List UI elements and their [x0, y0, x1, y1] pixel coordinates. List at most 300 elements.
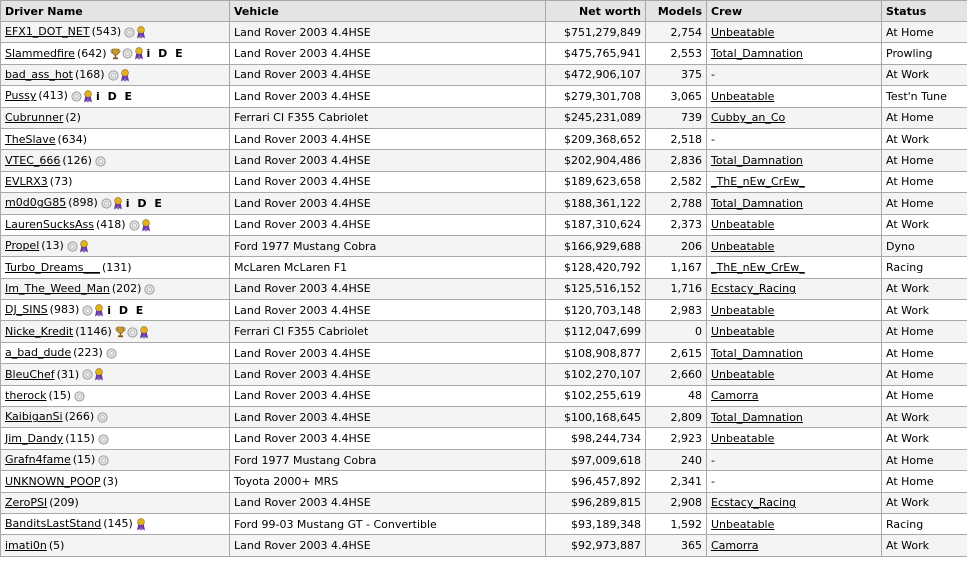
crew-link[interactable]: Unbeatable — [711, 25, 775, 39]
cell-models: 0 — [646, 321, 707, 342]
driver-level-count: (202) — [111, 282, 142, 296]
cell-crew — [707, 342, 882, 363]
driver-badges — [96, 411, 108, 424]
driver-badges — [97, 454, 109, 467]
col-header-status[interactable]: Status — [882, 1, 967, 22]
driver-name-link[interactable]: Im_The_Weed_Man — [5, 282, 110, 296]
ribbon-icon — [94, 368, 104, 381]
cell-models: 2,582 — [646, 171, 707, 192]
crew-link[interactable]: Cubby_an_Co — [711, 111, 786, 125]
cell-driver — [1, 321, 230, 342]
cell-vehicle: Land Rover 2003 4.4HSE — [230, 150, 546, 171]
cell-models: 2,754 — [646, 22, 707, 43]
driver-level-count: (543) — [91, 25, 122, 39]
crew-link[interactable]: Total_Damnation — [711, 154, 803, 168]
crew-link[interactable]: Ecstacy_Racing — [711, 282, 797, 296]
cell-crew — [707, 300, 882, 321]
cell-vehicle: Ferrari CI F355 Cabriolet — [230, 107, 546, 128]
crew-link[interactable]: Unbeatable — [711, 517, 775, 531]
cell-driver — [1, 257, 230, 278]
driver-name-link[interactable]: ZeroPSI — [5, 496, 48, 510]
cell-models: 375 — [646, 64, 707, 85]
cell-status: Racing — [882, 257, 967, 278]
crew-link[interactable]: Total_Damnation — [711, 346, 803, 360]
table-row — [1, 364, 967, 385]
table-row — [1, 321, 967, 342]
medal-icon — [97, 412, 108, 423]
cell-driver — [1, 193, 230, 214]
cell-net-worth: $187,310,624 — [546, 214, 646, 235]
driver-name-link[interactable]: a_bad_dude — [5, 346, 72, 360]
cell-models: 1,716 — [646, 278, 707, 299]
driver-level-count: (13) — [41, 239, 64, 253]
cell-vehicle: Land Rover 2003 4.4HSE — [230, 22, 546, 43]
driver-level-count: (413) — [38, 89, 68, 103]
ribbon-icon — [79, 240, 89, 253]
cell-driver — [1, 235, 230, 256]
cell-net-worth: $279,301,708 — [546, 86, 646, 107]
col-header-driver-name[interactable]: Driver Name — [1, 1, 230, 22]
driver-badges — [97, 432, 109, 445]
medal-icon — [144, 284, 155, 295]
cell-crew — [707, 278, 882, 299]
ribbon-icon — [136, 518, 146, 531]
driver-name-link[interactable]: Turbo_Dreams___ — [5, 260, 100, 274]
cell-models: 2,836 — [646, 150, 707, 171]
cell-net-worth: $202,904,486 — [546, 150, 646, 171]
ribbon-icon — [141, 219, 151, 232]
cell-net-worth: $120,703,148 — [546, 300, 646, 321]
medal-icon — [101, 198, 112, 209]
cell-driver — [1, 471, 230, 492]
table-header-row — [1, 1, 967, 22]
medal-icon — [95, 156, 106, 167]
medal-icon — [129, 220, 140, 231]
cell-status: At Home — [882, 364, 967, 385]
cell-driver — [1, 22, 230, 43]
table-row — [1, 235, 967, 256]
cell-driver — [1, 364, 230, 385]
col-header-crew[interactable]: Crew — [707, 1, 882, 22]
driver-name-link[interactable]: m0d0gG85 — [5, 196, 67, 210]
crew-link[interactable]: Unbeatable — [711, 325, 775, 339]
table-row — [1, 150, 967, 171]
col-header-models[interactable]: Models — [646, 1, 707, 22]
driver-level-count: (209) — [49, 496, 79, 510]
driver-name-link[interactable]: EVLRX3 — [5, 175, 48, 189]
crew-link[interactable]: Unbeatable — [711, 303, 775, 317]
crew-none: - — [711, 132, 715, 146]
cell-driver — [1, 513, 230, 534]
driver-level-count: (31) — [56, 367, 80, 381]
cell-models: 206 — [646, 235, 707, 256]
crew-link[interactable]: Camorra — [711, 539, 759, 553]
cell-status: At Work — [882, 535, 967, 556]
driver-name-link[interactable]: DJ_SINS — [5, 303, 48, 317]
ribbon-icon — [139, 326, 149, 339]
driver-name-link[interactable]: Grafn4fame — [5, 453, 71, 467]
crew-none: - — [711, 474, 715, 488]
cell-crew — [707, 407, 882, 428]
table-row — [1, 128, 967, 149]
driver-badges — [73, 390, 85, 403]
cell-status: Prowling — [882, 43, 967, 64]
cell-driver — [1, 171, 230, 192]
driver-badges — [66, 239, 89, 253]
table-row — [1, 43, 967, 64]
medal-icon — [106, 348, 117, 359]
ide-tag: i D E — [125, 196, 164, 210]
table-body — [1, 22, 967, 557]
cell-vehicle: Land Rover 2003 4.4HSE — [230, 64, 546, 85]
driver-name-link[interactable]: UNKNOWN_POOP — [5, 474, 101, 488]
medal-icon — [82, 369, 93, 380]
driver-badges — [100, 197, 123, 211]
cell-net-worth: $189,623,658 — [546, 171, 646, 192]
cell-vehicle: Ford 99-03 Mustang GT - Convertible — [230, 513, 546, 534]
cell-status: At Work — [882, 128, 967, 149]
medal-icon — [122, 48, 133, 59]
cell-status: Dyno — [882, 235, 967, 256]
cell-models: 2,788 — [646, 193, 707, 214]
cell-vehicle: Land Rover 2003 4.4HSE — [230, 214, 546, 235]
trophy-icon — [115, 326, 126, 338]
cell-crew — [707, 321, 882, 342]
driver-level-count: (2) — [65, 111, 81, 125]
cell-driver — [1, 43, 230, 64]
ide-tag: i D E — [95, 89, 135, 103]
cell-models: 2,553 — [646, 43, 707, 64]
cell-net-worth: $112,047,699 — [546, 321, 646, 342]
cell-vehicle: Land Rover 2003 4.4HSE — [230, 407, 546, 428]
medal-icon — [127, 327, 138, 338]
crew-link[interactable]: Unbeatable — [711, 89, 775, 103]
cell-models: 365 — [646, 535, 707, 556]
cell-vehicle: Land Rover 2003 4.4HSE — [230, 43, 546, 64]
driver-badges — [81, 304, 104, 318]
ide-tag: i D E — [146, 47, 185, 61]
cell-driver — [1, 107, 230, 128]
driver-level-count: (266) — [64, 410, 95, 424]
cell-driver — [1, 300, 230, 321]
medal-icon — [82, 305, 93, 316]
cell-net-worth: $128,420,792 — [546, 257, 646, 278]
cell-vehicle: Land Rover 2003 4.4HSE — [230, 428, 546, 449]
cell-crew — [707, 128, 882, 149]
table-row — [1, 342, 967, 363]
cell-status: At Home — [882, 171, 967, 192]
driver-level-count: (145) — [103, 517, 133, 531]
cell-vehicle: Land Rover 2003 4.4HSE — [230, 492, 546, 513]
cell-driver — [1, 449, 230, 470]
cell-crew — [707, 64, 882, 85]
cell-driver — [1, 150, 230, 171]
table-row — [1, 86, 967, 107]
medal-icon — [98, 455, 109, 466]
table-row — [1, 171, 967, 192]
cell-crew — [707, 471, 882, 492]
driver-name-link[interactable]: VTEC_666 — [5, 153, 61, 167]
cell-crew — [707, 214, 882, 235]
cell-crew — [707, 449, 882, 470]
driver-name-link[interactable]: Jim_Dandy — [5, 431, 64, 445]
cell-net-worth: $98,244,734 — [546, 428, 646, 449]
driver-level-count: (5) — [48, 539, 65, 553]
cell-driver — [1, 492, 230, 513]
medal-icon — [71, 91, 82, 102]
table-row — [1, 385, 967, 406]
table-row — [1, 513, 967, 534]
cell-net-worth: $475,765,941 — [546, 43, 646, 64]
ribbon-icon — [120, 69, 130, 82]
cell-vehicle: Land Rover 2003 4.4HSE — [230, 193, 546, 214]
cell-net-worth: $96,457,892 — [546, 471, 646, 492]
crew-link[interactable]: Total_Damnation — [711, 196, 803, 210]
cell-status: At Home — [882, 107, 967, 128]
cell-crew — [707, 43, 882, 64]
driver-name-link[interactable]: Nicke_Kredit — [5, 324, 74, 338]
cell-net-worth: $96,289,815 — [546, 492, 646, 513]
crew-link[interactable]: Total_Damnation — [711, 47, 803, 61]
crew-link[interactable]: Camorra — [711, 389, 759, 403]
cell-models: 1,592 — [646, 513, 707, 534]
cell-vehicle: Land Rover 2003 4.4HSE — [230, 171, 546, 192]
cell-net-worth: $472,906,107 — [546, 64, 646, 85]
cell-driver — [1, 278, 230, 299]
cell-models: 2,615 — [646, 342, 707, 363]
driver-level-count: (642) — [76, 46, 107, 60]
cell-models: 2,518 — [646, 128, 707, 149]
cell-crew — [707, 107, 882, 128]
cell-crew — [707, 86, 882, 107]
cell-status: At Home — [882, 449, 967, 470]
cell-net-worth: $108,908,877 — [546, 342, 646, 363]
cell-status: At Work — [882, 300, 967, 321]
cell-driver — [1, 64, 230, 85]
driver-badges — [135, 518, 146, 532]
cell-net-worth: $102,270,107 — [546, 364, 646, 385]
driver-name-link[interactable]: imati0n — [5, 539, 47, 553]
cell-vehicle: Land Rover 2003 4.4HSE — [230, 278, 546, 299]
cell-status: At Work — [882, 278, 967, 299]
driver-name-link[interactable]: Pussy — [5, 89, 37, 103]
crew-link[interactable]: Total_Damnation — [711, 410, 803, 424]
driver-name-link[interactable]: Slammedfire — [5, 46, 75, 60]
driver-name-link[interactable]: BanditsLastStand — [5, 517, 102, 531]
cell-crew — [707, 492, 882, 513]
table-row — [1, 22, 967, 43]
driver-level-count: (168) — [74, 68, 105, 82]
cell-models: 2,373 — [646, 214, 707, 235]
driver-badges — [128, 218, 151, 232]
driver-name-link[interactable]: LaurenSucksAss — [5, 217, 94, 231]
cell-crew — [707, 428, 882, 449]
driver-level-count: (73) — [49, 175, 73, 189]
cell-net-worth: $92,973,887 — [546, 535, 646, 556]
cell-status: Test'n Tune — [882, 86, 967, 107]
cell-models: 3,065 — [646, 86, 707, 107]
col-header-net-worth[interactable]: Net worth — [546, 1, 646, 22]
cell-status: At Home — [882, 150, 967, 171]
cell-driver — [1, 128, 230, 149]
cell-vehicle: Ferrari CI F355 Cabriolet — [230, 321, 546, 342]
cell-vehicle: McLaren McLaren F1 — [230, 257, 546, 278]
cell-vehicle: Ford 1977 Mustang Cobra — [230, 449, 546, 470]
cell-driver — [1, 214, 230, 235]
cell-vehicle: Toyota 2000+ MRS — [230, 471, 546, 492]
medal-icon — [67, 241, 78, 252]
medal-icon — [74, 391, 85, 402]
table-row — [1, 257, 967, 278]
crew-link[interactable]: Unbeatable — [711, 218, 775, 232]
driver-badges — [107, 68, 130, 82]
cell-models: 1,167 — [646, 257, 707, 278]
cell-crew — [707, 171, 882, 192]
driver-name-link[interactable]: Cubrunner — [5, 111, 64, 125]
cell-crew — [707, 513, 882, 534]
driver-level-count: (3) — [102, 474, 119, 488]
cell-models: 2,341 — [646, 471, 707, 492]
cell-vehicle: Land Rover 2003 4.4HSE — [230, 385, 546, 406]
driver-level-count: (15) — [72, 453, 96, 467]
table-row — [1, 214, 967, 235]
driver-level-count: (115) — [65, 431, 95, 445]
driver-badges — [94, 154, 106, 167]
cell-models: 2,809 — [646, 407, 707, 428]
medal-icon — [108, 70, 119, 81]
cell-models: 2,660 — [646, 364, 707, 385]
crew-link[interactable]: _ThE_nEw_CrEw_ — [711, 175, 805, 189]
driver-badges — [123, 26, 146, 40]
cell-vehicle: Land Rover 2003 4.4HSE — [230, 364, 546, 385]
cell-net-worth: $188,361,122 — [546, 193, 646, 214]
cell-models: 2,923 — [646, 428, 707, 449]
cell-vehicle: Land Rover 2003 4.4HSE — [230, 128, 546, 149]
table-row — [1, 300, 967, 321]
col-header-vehicle[interactable]: Vehicle — [230, 1, 546, 22]
driver-level-count: (983) — [49, 303, 80, 317]
cell-driver — [1, 535, 230, 556]
table-row — [1, 278, 967, 299]
table-row — [1, 471, 967, 492]
cell-status: At Home — [882, 385, 967, 406]
crew-link[interactable]: Unbeatable — [711, 432, 775, 446]
ribbon-icon — [94, 304, 104, 317]
driver-name-link[interactable]: bad_ass_hot — [5, 68, 73, 82]
cell-crew — [707, 235, 882, 256]
cell-status: At Home — [882, 193, 967, 214]
driver-level-count: (126) — [62, 153, 92, 167]
cell-status: At Home — [882, 471, 967, 492]
cell-net-worth: $100,168,645 — [546, 407, 646, 428]
table-row — [1, 449, 967, 470]
driver-name-link[interactable]: therock — [5, 389, 47, 403]
table-row — [1, 107, 967, 128]
driver-name-link[interactable]: Propel — [5, 239, 40, 253]
cell-driver — [1, 385, 230, 406]
cell-vehicle: Land Rover 2003 4.4HSE — [230, 342, 546, 363]
cell-models: 2,908 — [646, 492, 707, 513]
table-row — [1, 407, 967, 428]
cell-net-worth: $751,279,849 — [546, 22, 646, 43]
driver-badges — [143, 283, 155, 296]
cell-status: At Work — [882, 214, 967, 235]
cell-driver — [1, 428, 230, 449]
crew-link[interactable]: Unbeatable — [711, 239, 775, 253]
cell-models: 48 — [646, 385, 707, 406]
driver-level-count: (898) — [68, 196, 98, 210]
cell-status: At Work — [882, 64, 967, 85]
cell-crew — [707, 150, 882, 171]
cell-net-worth: $125,516,152 — [546, 278, 646, 299]
driver-level-count: (1146) — [75, 324, 112, 338]
driver-name-link[interactable]: EFX1_DOT_NET — [5, 25, 90, 39]
cell-crew — [707, 193, 882, 214]
crew-link[interactable]: Unbeatable — [711, 367, 775, 381]
cell-models: 240 — [646, 449, 707, 470]
ribbon-icon — [113, 197, 123, 210]
cell-driver — [1, 86, 230, 107]
table-row — [1, 535, 967, 556]
cell-vehicle: Land Rover 2003 4.4HSE — [230, 300, 546, 321]
cell-driver — [1, 407, 230, 428]
medal-icon — [98, 434, 109, 445]
crew-link[interactable]: Ecstacy_Racing — [711, 496, 797, 510]
driver-name-link[interactable]: BleuChef — [5, 367, 55, 381]
cell-net-worth: $93,189,348 — [546, 513, 646, 534]
driver-name-link[interactable]: KaibiganSi — [5, 410, 63, 424]
cell-models: 2,983 — [646, 300, 707, 321]
driver-level-count: (131) — [101, 260, 132, 274]
table-row — [1, 492, 967, 513]
cell-status: At Work — [882, 492, 967, 513]
cell-net-worth: $97,009,618 — [546, 449, 646, 470]
cell-driver — [1, 342, 230, 363]
driver-level-count: (418) — [95, 217, 126, 231]
cell-vehicle: Land Rover 2003 4.4HSE — [230, 535, 546, 556]
cell-crew — [707, 257, 882, 278]
driver-badges — [105, 347, 117, 360]
crew-none: - — [711, 453, 715, 467]
driver-level-count: (634) — [57, 132, 88, 146]
driver-name-link[interactable]: TheSlave — [5, 132, 56, 146]
crew-none: - — [711, 68, 715, 82]
crew-link[interactable]: _ThE_nEw_CrEw_ — [711, 260, 805, 274]
ribbon-icon — [136, 26, 146, 39]
cell-vehicle: Land Rover 2003 4.4HSE — [230, 86, 546, 107]
cell-net-worth: $209,368,652 — [546, 128, 646, 149]
ribbon-icon — [134, 47, 144, 60]
cell-net-worth: $245,231,089 — [546, 107, 646, 128]
cell-status: At Home — [882, 342, 967, 363]
cell-vehicle: Ford 1977 Mustang Cobra — [230, 235, 546, 256]
table-row — [1, 428, 967, 449]
cell-crew — [707, 364, 882, 385]
cell-status: At Work — [882, 407, 967, 428]
cell-net-worth: $102,255,619 — [546, 385, 646, 406]
driver-level-count: (223) — [73, 346, 103, 360]
driver-badges — [70, 90, 93, 104]
driver-level-count: (15) — [48, 389, 72, 403]
driver-badges — [109, 47, 144, 61]
cell-crew — [707, 385, 882, 406]
medal-icon — [124, 27, 135, 38]
cell-status: Racing — [882, 513, 967, 534]
table-row — [1, 193, 967, 214]
ribbon-icon — [83, 90, 93, 103]
table-row — [1, 64, 967, 85]
trophy-icon — [110, 48, 121, 60]
